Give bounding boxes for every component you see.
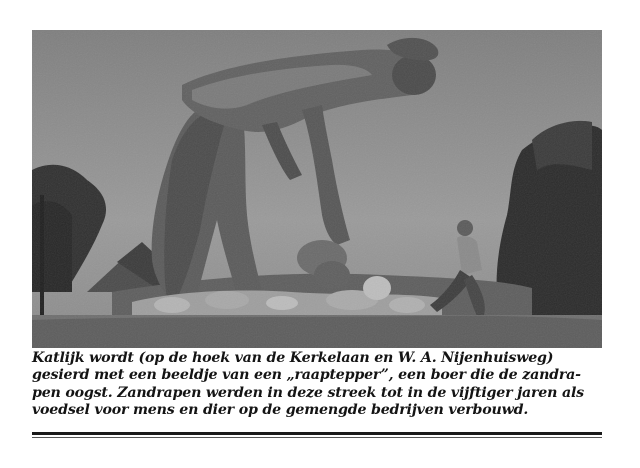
- bottom-rule-thick: [32, 432, 602, 435]
- caption-line-4: voedsel voor mens en dier op de gemengde bedrijven verbouwd.: [32, 402, 529, 419]
- news-photo-farmer-statue: [32, 30, 602, 348]
- photo-caption: [32, 350, 602, 430]
- caption-line-3: pen oogst. Zandrapen werden in deze streek tot in de vijftiger jaren als: [32, 384, 584, 401]
- caption-line-2: gesierd met een beeldje van een „raaptepper”, een boer die de zandra-: [32, 367, 581, 384]
- caption-line-1: Katlijk wordt (op de hoek van de Kerkelaan en W. A. Nijenhuisweg): [32, 350, 554, 366]
- bottom-rule-thin: [32, 437, 602, 438]
- newspaper-clipping: [32, 30, 602, 440]
